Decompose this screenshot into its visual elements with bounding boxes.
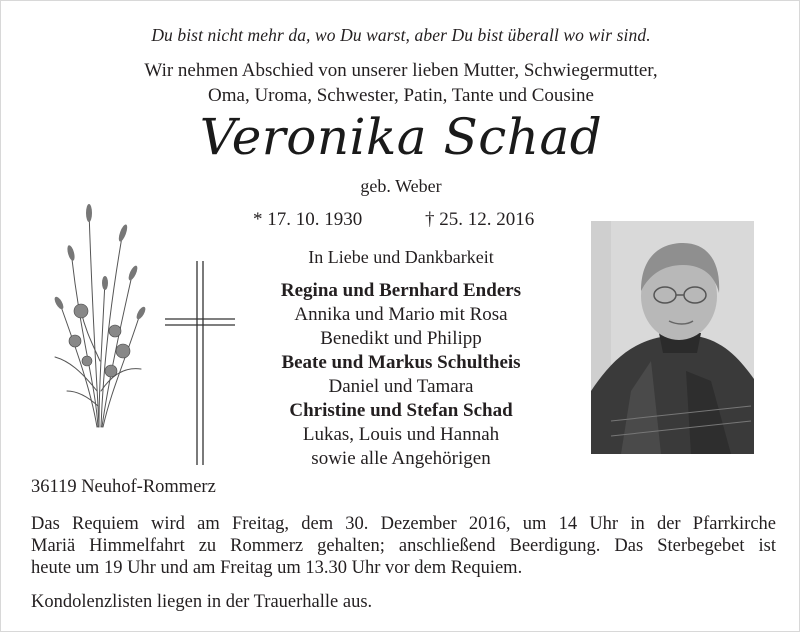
family-line: Lukas, Louis und Hannah [302, 424, 500, 445]
family-line: sowie alle Angehörigen [311, 448, 491, 469]
maiden-name: geb. Weber [360, 176, 442, 196]
requiem-info [31, 513, 776, 579]
family-line: Annika und Mario mit Rosa [294, 304, 508, 325]
plant-illustration [41, 191, 153, 431]
deceased-name: Veronika Schad [199, 108, 603, 166]
intro-line-1: Wir nehmen Abschied von unserer lieben Mutter, Schwiegermutter, [144, 60, 658, 81]
family-line: Christine und Stefan Schad [289, 400, 513, 421]
family-list [201, 245, 601, 471]
location: 36119 Neuhof-Rommerz [31, 477, 216, 497]
requiem-line: heute um 19 Uhr und am Freitag um 13.30 Uhr vor dem Requiem. [31, 558, 523, 578]
death-date: † 25. 12. 2016 [425, 209, 535, 230]
family-lead: In Liebe und Dankbarkeit [308, 247, 494, 267]
requiem-line: Das Requiem wird am Freitag, dem 30. Dezember 2016, um 14 Uhr in der Pfarrkirche [31, 514, 776, 534]
portrait-photo [591, 221, 754, 454]
motto-quote: Du bist nicht mehr da, wo Du warst, aber Du bist überall wo wir sind. [151, 25, 651, 45]
condolence-note: Kondolenzlisten liegen in der Trauerhalle aus. [31, 592, 373, 612]
family-line: Benedikt und Philipp [320, 328, 482, 349]
family-line: Beate und Markus Schultheis [281, 352, 521, 373]
intro-line-2: Oma, Uroma, Schwester, Patin, Tante und Cousine [208, 85, 594, 106]
family-line: Daniel und Tamara [328, 376, 474, 397]
portrait-image [591, 221, 754, 454]
family-line: Regina und Bernhard Enders [280, 280, 522, 301]
birth-date: * 17. 10. 1930 [253, 209, 363, 230]
requiem-line: Mariä Himmelfahrt zu Rommerz gehalten; anschließend Beerdigung. Das Sterbegebet ist [31, 536, 776, 556]
